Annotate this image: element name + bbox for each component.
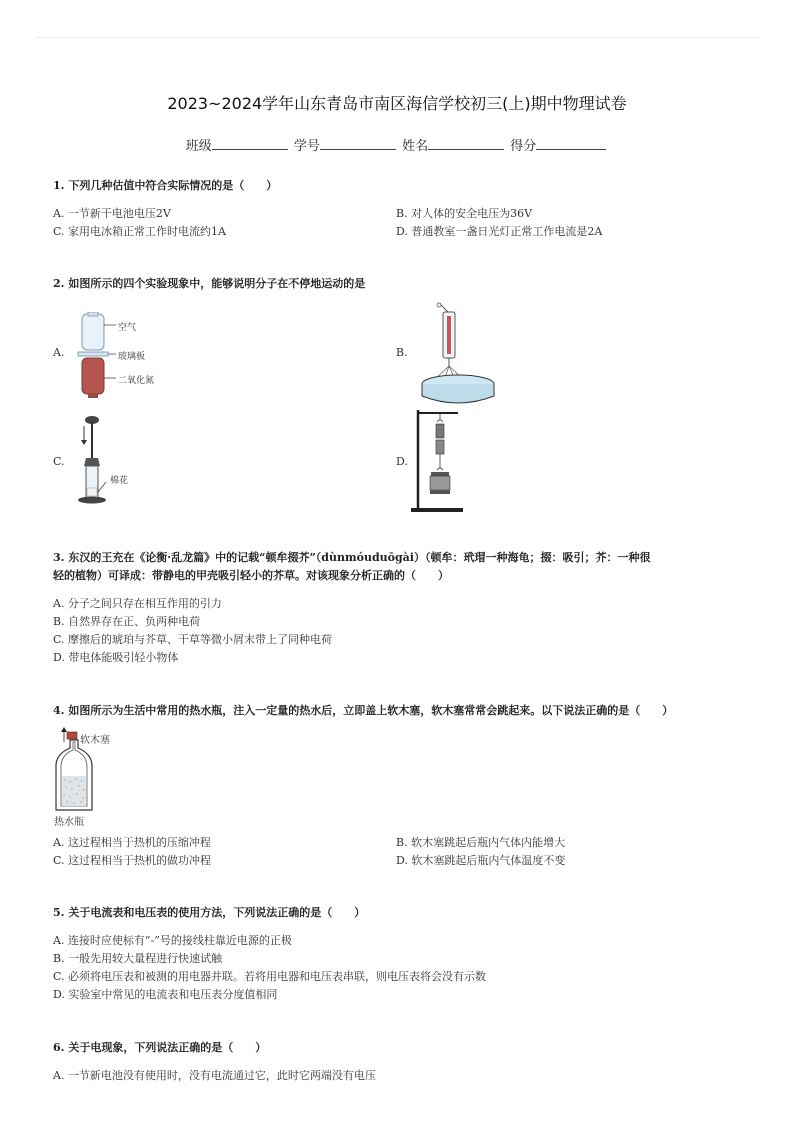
question-3-stem-line-2: 轻的植物）可译成：带静电的甲壳吸引轻小的芥草。对该现象分析正确的（ ） <box>53 569 449 582</box>
student-info-line <box>0 135 794 154</box>
question-6-option-a[interactable]: A. 一节新电池没有使用时，没有电流通过它，此时它两端没有电压 <box>53 1069 376 1082</box>
question-2-option-c[interactable]: C. <box>53 455 65 468</box>
question-5-option-a[interactable]: A. 连接时应使标有“-”号的接线柱靠近电源的正极 <box>53 934 292 947</box>
question-2-stem: 2. 如图所示的四个实验现象中，能够说明分子在不停地运动的是 <box>53 277 366 290</box>
fig-c-cotton-label: 棉花 <box>110 476 129 486</box>
question-3-option-d[interactable]: D. 带电体能吸引轻小物体 <box>53 651 179 664</box>
question-4-stem: 4. 如图所示为生活中常用的热水瓶，注入一定量的热水后，立即盖上软木塞，软木塞常常会跳起来。以下说法正确的是（ ） <box>53 704 674 717</box>
number-label: 学号 <box>293 139 320 154</box>
question-5-stem: 5. 关于电流表和电压表的使用方法，下列说法正确的是（ ） <box>53 906 366 919</box>
question-4-option-d[interactable]: D. 软木塞跳起后瓶内气体温度不变 <box>396 854 566 867</box>
question-2-option-b[interactable]: B. <box>396 346 408 359</box>
question-1-option-a[interactable]: A. 一节新干电池电压2V <box>53 207 171 220</box>
question-2-option-a[interactable]: A. <box>53 346 65 359</box>
question-5-option-c[interactable]: C. 必须将电压表和被测的用电器并联。若将用电器和电压表串联，则电压表将会没有示数 <box>53 970 487 983</box>
question-4-option-a[interactable]: A. 这过程相当于热机的压缩冲程 <box>53 836 211 849</box>
question-1-option-d[interactable]: D. 普通教室一盏日光灯正常工作电流是2A <box>396 225 603 238</box>
fig-thermos-label: 热水瓶 <box>54 817 84 828</box>
question-3-stem-line-1: 3. 东汉的王充在《论衡·乱龙篇》中的记载“顿牟掇芥”（dùnmóuduōgài）（顿牟：玳瑁一种海龟；掇：吸引；芥：一种很 <box>53 551 651 564</box>
score-blank[interactable] <box>536 137 606 150</box>
lead-blocks-stand-figure <box>408 408 472 514</box>
fig-a-no2-label: 二氧化氮 <box>118 376 155 386</box>
fig-cork-label: 软木塞 <box>80 735 110 746</box>
name-label: 姓名 <box>402 139 429 154</box>
question-4-option-b[interactable]: B. 软木塞跳起后瓶内气体内能增大 <box>396 836 566 849</box>
question-1-option-b[interactable]: B. 对人体的安全电压为36V <box>396 207 533 220</box>
question-1-option-c[interactable]: C. 家用电冰箱正常工作时电流约1A <box>53 225 226 238</box>
number-blank[interactable] <box>320 137 396 150</box>
class-blank[interactable] <box>212 137 288 150</box>
question-3-option-b[interactable]: B. 自然界存在正、负两种电荷 <box>53 615 201 628</box>
question-2-option-d[interactable]: D. <box>396 455 408 468</box>
question-5-option-b[interactable]: B. 一般先用较大量程进行快速试触 <box>53 952 223 965</box>
question-4-option-c[interactable]: C. 这过程相当于热机的做功冲程 <box>53 854 212 867</box>
fig-a-glass-label: 玻璃板 <box>118 352 146 362</box>
score-label: 得分 <box>510 139 537 154</box>
air-compression-cylinder-figure <box>72 414 122 506</box>
name-blank[interactable] <box>428 137 504 150</box>
fig-a-air-label: 空气 <box>118 323 137 333</box>
page-title: 2023~2024学年山东青岛市南区海信学校初三(上)期中物理试卷 <box>167 94 627 113</box>
question-3-option-a[interactable]: A. 分子之间只存在相互作用的引力 <box>53 597 222 610</box>
top-divider <box>36 37 758 38</box>
question-1-stem: 1. 下列几种估值中符合实际情况的是（ ） <box>53 179 278 192</box>
spring-scale-glass-water-figure <box>418 302 498 410</box>
question-5-option-d[interactable]: D. 实验室中常见的电流表和电压表分度值相同 <box>53 988 278 1001</box>
class-label: 班级 <box>185 139 212 154</box>
question-6-stem: 6. 关于电现象，下列说法正确的是（ ） <box>53 1041 267 1054</box>
question-3-option-c[interactable]: C. 摩擦后的琥珀与芥草、干草等微小屑末带上了同种电荷 <box>53 633 333 646</box>
